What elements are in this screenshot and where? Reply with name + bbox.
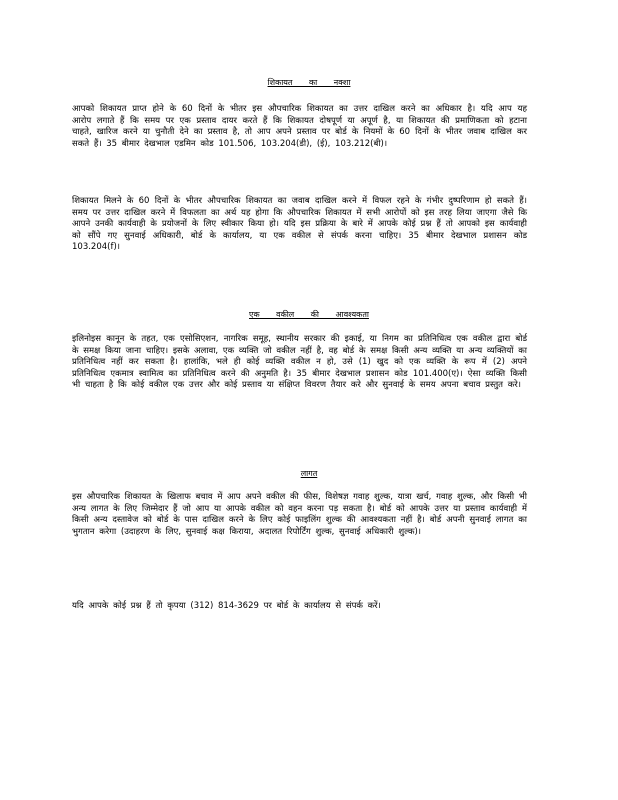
- heading-cost: लागत: [300, 469, 318, 478]
- heading-representation: एक वकील की आवश्यकता: [249, 310, 369, 319]
- paragraph-attorney-requirement: इलिनोइस कानून के तहत, एक एसोसिएशन, नागरिक समूह, स्थानीय सरकार की इकाई, या निगम का प्रतिनिधित्व एक वकील द्वारा बोर्ड के समक्ष किया जाना चाहिए। इसके अलावा, एक व्यक्ति जो वकील नहीं है, वह बोर्ड के समक्ष किसी अन्य व्यक्ति या अन्य व्यक्तियों का प्रतिनिधित्व नहीं कर सकता है। हालांकि, भले ही कोई व्यक्ति वकील न हो, उसे (1) खुद को एक व्यक्ति के रूप में (2) अपने प्रतिनिधित्व एकमात्र स्वामित्व का प्रतिनिधित्व करने की अनुमति है। 35 बीमार देखभाल प्रशासन कोड 101.400(ए)। ऐसा व्यक्ति किसी भी चाहता है कि कोई वकील एक उत्तर और कोई प्रस्ताव या संक्षिप्त विवरण तैयार करे और सुनवाई के समय अपना बचाव प्रस्तुत करे।: [72, 334, 527, 391]
- paragraph-costs: इस औपचारिक शिकायत के खिलाफ बचाव में आप अपने वकील की फीस, विशेषज्ञ गवाह शुल्क, यात्रा खर्च, गवाह शुल्क, और किसी भी अन्य लागत के लिए जिम्मेदार हैं जो आप या आपके वकील को वहन करना पड़ सकता है। बोर्ड को आपके उत्तर या प्रस्ताव कार्यवाही में किसी अन्य दस्तावेज को बोर्ड के पास दाखिल करने के लिए कोई फाइलिंग शुल्क की आवश्यकता नहीं है। बोर्ड अपनी सुनवाई लागत का भुगतान करेगा (उदाहरण के लिए, सुनवाई कक्ष किराया, अदालत रिपोर्टिंग शुल्क, सुनवाई अधिकारी शुल्क)।: [72, 492, 527, 537]
- paragraph-failure-to-answer: शिकायत मिलने के 60 दिनों के भीतर औपचारिक शिकायत का जवाब दाखिल करने में विफल रहने के गंभीर दुष्परिणाम हो सकते हैं। समय पर उत्तर दाखिल करने में विफलता का अर्थ यह होगा कि औपचारिक शिकायत में सभी आरोपों को इस तरह लिया जाएगा जैसे कि आपने उनकी कार्यवाही के प्रयोजनों के लिए स्वीकार किया हो। यदि इस प्रक्रिया के बारे में आपके कोई प्रश्न हैं तो आपको इस कार्यवाही को सौंपे गए सुनवाई अधिकारी, बोर्ड के कार्यालय, या एक वकील से संपर्क करना चाहिए। 35 बीमार देखभाल प्रशासन कोड 103.204(f)।: [72, 196, 527, 253]
- paragraph-contact: यदि आपके कोई प्रश्न हैं तो कृपया (312) 814-3629 पर बोर्ड के कार्यालय से संपर्क करें।: [72, 601, 381, 611]
- heading-complaint-form: शिकायत का नक्शा: [267, 78, 351, 87]
- paragraph-answer-deadline: आपको शिकायत प्राप्त होने के 60 दिनों के भीतर इस औपचारिक शिकायत का उत्तर दाखिल करने का अधिकार है। यदि आप यह आरोप लगाते हैं कि समय पर एक प्रस्ताव दायर करते हैं कि शिकायत दोषपूर्ण या अपूर्ण है, या शिकायत की प्रमाणिकता को हटाना चाहते, खारिज करने या चुनौती देने का प्रस्ताव है, तो आप अपने प्रस्ताव पर बोर्ड के नियमों के 60 दिनों के भीतर जवाब दाखिल कर सकते हैं। 35 बीमार देखभाल एडमिन कोड 101.506, 103.204(डी), (ई), 103.212(बी)।: [72, 104, 527, 149]
